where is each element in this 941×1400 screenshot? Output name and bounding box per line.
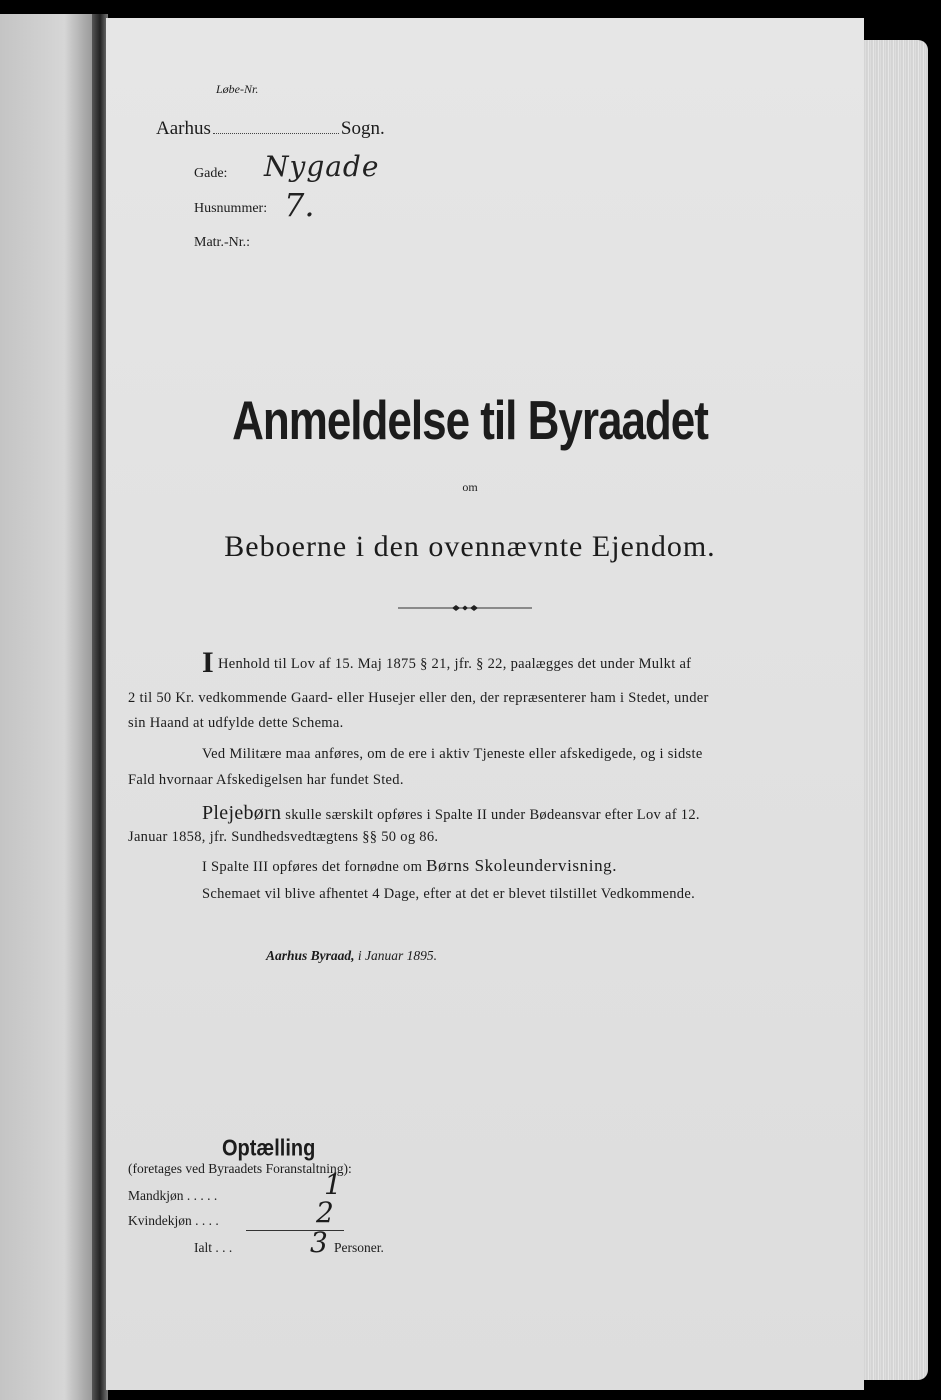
paragraph-1-line-1 (202, 646, 691, 680)
mandkjoen-label: Mandkjøn . . . . . (128, 1188, 218, 1203)
paragraph-1-line-2: 2 til 50 Kr. vedkommende Gaard- eller Husejer eller den, der repræsenterer ham i Stedet, under (128, 690, 709, 706)
paragraph-3-line-2: Januar 1858, jfr. Sundhedsvedtægtens §§ 50 og 86. (128, 829, 439, 845)
husnummer-handwritten-value: 7. (284, 186, 315, 224)
kvindekjoen-label: Kvindekjøn . . . . (128, 1213, 219, 1228)
document-subtitle: Beboerne i den ovennævnte Ejendom. (224, 530, 716, 563)
drop-initial: I (202, 646, 214, 679)
document-title: Anmeldelse til Byraadet (232, 390, 708, 452)
city-label: Aarhus (156, 118, 211, 139)
paragraph-4 (202, 856, 617, 876)
paragraph-2-line-1: Ved Militære maa anføres, om de ere i aktiv Tjeneste eller afskedigede, og i sidste (202, 746, 703, 762)
p4-lead-words: Børns Skoleundervisning. (426, 856, 618, 875)
left-facing-page (0, 14, 92, 1400)
ialt-label: Ialt . . . (194, 1240, 233, 1255)
paragraph-5: Schemaet vil blive afhentet 4 Dage, efter at det er blevet tilstillet Vedkommende. (202, 886, 696, 902)
sum-line (246, 1230, 344, 1231)
paragraph-1-line-3: sin Haand at udfylde dette Schema. (128, 715, 344, 731)
signature-line (266, 948, 437, 964)
p3-lead-word: Plejebørn (202, 802, 282, 824)
document-page (106, 18, 864, 1390)
signature-date: i Januar 1895. (354, 948, 438, 963)
title-connector: om (462, 480, 478, 494)
gade-label: Gade: (194, 166, 228, 181)
loebe-nr-label: Løbe-Nr. (216, 82, 259, 96)
mandkjoen-value: 1 (324, 1168, 342, 1201)
matr-nr-label: Matr.-Nr.: (194, 235, 250, 250)
husnummer-label: Husnummer: (194, 201, 268, 216)
count-note: (foretages ved Byraadets Foranstaltning): (128, 1161, 352, 1176)
p4-text: I Spalte III opføres det fornødne om (202, 859, 427, 875)
paragraph-3-line-1 (202, 802, 700, 825)
p1-text-1: Henhold til Lov af 15. Maj 1875 § 21, jfr. § 22, paalægges det under Mulkt af (217, 656, 692, 672)
parish-line (156, 118, 385, 140)
page-edge-stack (860, 40, 928, 1380)
ornament-divider-icon (398, 603, 532, 613)
kvindekjoen-value: 2 (316, 1196, 334, 1229)
signature-org: Aarhus Byraad, (266, 948, 355, 963)
paragraph-2-line-2: Fald hvornaar Afskedigelsen har fundet Sted. (128, 772, 404, 788)
count-title: Optælling (222, 1136, 316, 1162)
gade-handwritten-value: Nygade (264, 150, 380, 183)
personer-label: Personer. (334, 1240, 384, 1255)
sogn-label: Sogn. (340, 118, 385, 139)
parish-blank (213, 133, 339, 134)
ialt-value: 3 (310, 1226, 328, 1259)
p3-text-1: skulle særskilt opføres i Spalte II under Bødeansvar efter Lov af 12. (281, 807, 700, 823)
